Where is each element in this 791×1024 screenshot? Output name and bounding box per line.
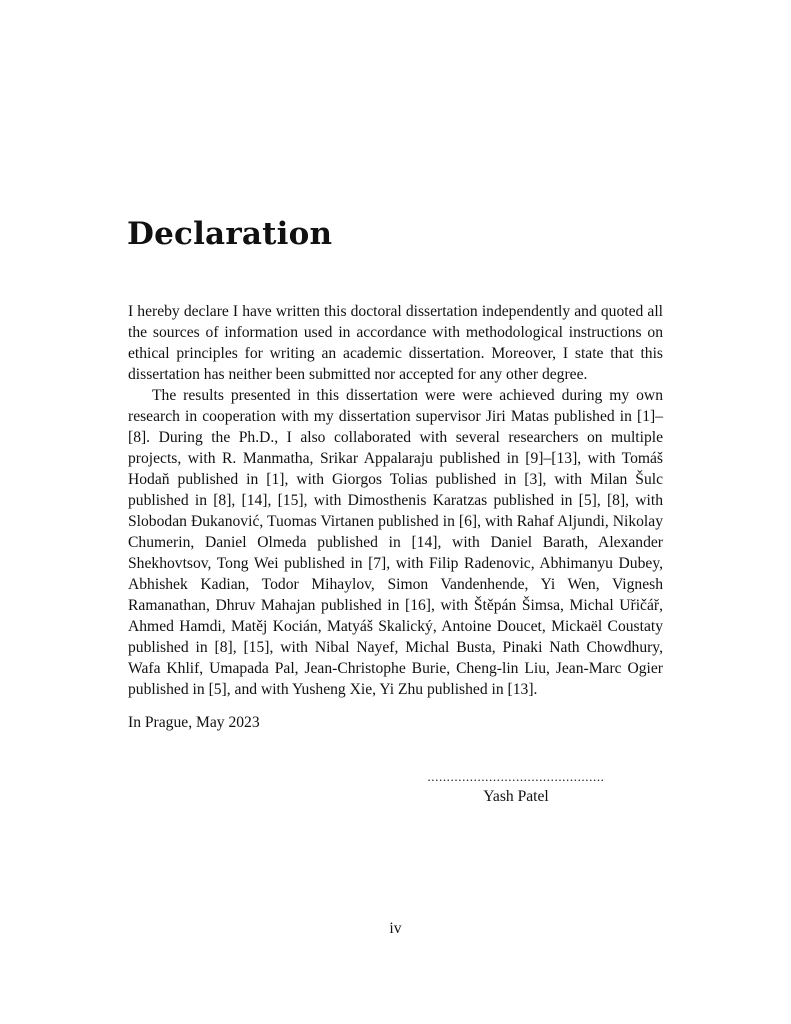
- declaration-paragraph-1: I hereby declare I have written this doctoral dissertation independently and quoted all the sources of information used in accordance with methodological instructions on ethical principles for writing an academic dissertation. Moreover, I state that this dissertation has neither been submitted nor accepted for any other degree.: [128, 303, 663, 383]
- signatory-name: Yash Patel: [483, 788, 549, 805]
- page-title: Declaration: [127, 216, 333, 252]
- page-number: iv: [389, 920, 402, 937]
- place-and-date: In Prague, May 2023: [128, 714, 260, 731]
- declaration-body: [128, 301, 663, 700]
- signature-line: ..............................................: [427, 769, 605, 784]
- declaration-paragraph-2: The results presented in this dissertation were were achieved during my own research in cooperation with my dissertation supervisor Jiri Matas published in [1]–[8]. During the Ph.D., I also collaborated with several researchers on multiple projects, with R. Manmatha, Srikar Appalaraju published in [9]–[13], with Tomáš Hodaň published in [1], with Giorgos Tolias published in [3], with Milan Šulc published in [8], [14], [15], with Dimosthenis Karatzas published in [5], [8], with Slobodan Đukanović, Tuomas Virtanen published in [6], with Rahaf Aljundi, Nikolay Chumerin, Daniel Olmeda published in [14], with Daniel Barath, Alexander Shekhovtsov, Tong Wei published in [7], with Filip Radenovic, Abhimanyu Dubey, Abhishek Kadian, Todor Mihaylov, Simon Vandenhende, Yi Wen, Vignesh Ramanathan, Dhruv Mahajan published in [16], with Štěpán Šimsa, Michal Uřičář, Ahmed Hamdi, Matěj Kocián, Matyáš Skalický, Antoine Doucet, Mickaël Coustaty published in [8], [15], with Nibal Nayef, Michal Busta, Pinaki Nath Chowdhury, Wafa Khlif, Umapada Pal, Jean-Christophe Burie, Cheng-lin Liu, Jean-Marc Ogier published in [5], and with Yusheng Xie, Yi Zhu published in [13].: [128, 387, 663, 698]
- signature-block: [424, 768, 608, 807]
